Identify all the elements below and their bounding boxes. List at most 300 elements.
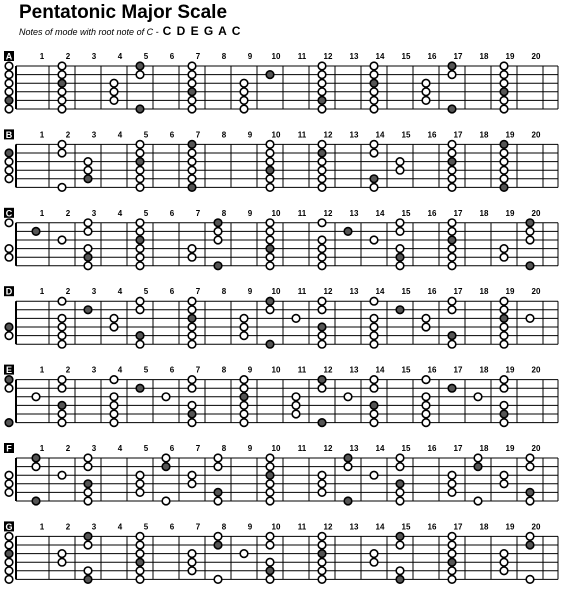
fret-number: 13 [349,130,359,140]
scale-note-dot [500,384,508,392]
fret-number: 5 [143,52,149,61]
scale-note-dot [5,480,13,488]
scale-note-dot [5,489,13,497]
scale-note-dot [136,550,144,558]
fretboard-a [4,51,558,113]
scale-note-dot [84,166,92,174]
scale-note-dot [58,419,66,427]
fret-number: 7 [195,287,201,297]
fret-number: 5 [143,365,149,375]
root-note-dot [370,402,378,410]
scale-note-dot [188,149,196,157]
root-note-dot [136,332,144,340]
scale-note-dot [500,558,508,566]
root-note-dot [188,184,196,192]
scale-note-dot [370,141,378,149]
scale-note-dot [136,141,144,149]
scale-note-dot [110,88,118,96]
scale-note-dot [526,463,534,471]
root-note-dot [5,97,13,105]
root-note-dot [500,315,508,323]
scale-note-dot [448,340,456,348]
scale-note-dot [266,262,274,270]
scale-note-dot [500,471,508,479]
root-note-dot [448,62,456,70]
scale-note-dot [188,340,196,348]
scale-note-dot [344,393,352,401]
scale-note-dot [266,489,274,497]
fret-number: 20 [531,287,541,297]
scale-note-dot [448,228,456,236]
scale-note-dot [318,480,326,488]
fret-number: 6 [169,130,175,140]
root-note-dot [448,158,456,166]
scale-note-dot [292,410,300,418]
scale-note-dot [370,340,378,348]
scale-note-dot [110,410,118,418]
fret-number: 11 [297,52,307,61]
scale-note-dot [136,340,144,348]
shape-label: F [6,443,12,454]
scale-note-dot [5,558,13,566]
scale-note-dot [5,79,13,87]
scale-note-dot [188,402,196,410]
scale-note-dot [500,166,508,174]
scale-note-dot [370,149,378,157]
scale-note-dot [448,71,456,79]
scale-note-dot [110,419,118,427]
fret-number: 10 [271,208,281,218]
scale-note-dot [58,384,66,392]
fret-number: 9 [247,365,253,375]
scale-note-dot [214,533,222,541]
fret-number: 11 [297,287,307,297]
scale-note-dot [318,332,326,340]
scale-note-dot [370,105,378,113]
scale-note-dot [266,175,274,183]
scale-note-dot [188,480,196,488]
scale-note-dot [318,88,326,96]
root-note-dot [526,489,534,497]
fret-number: 15 [401,365,411,375]
scale-note-dot [318,236,326,244]
fret-number: 3 [91,444,97,453]
root-note-dot [396,533,404,541]
scale-note-dot [318,71,326,79]
scale-note-dot [136,533,144,541]
root-note-dot [318,376,326,384]
root-note-dot [5,550,13,558]
scale-note-dot [110,315,118,323]
fret-number: 11 [297,365,307,375]
fret-number: 16 [427,208,437,218]
root-note-dot [58,79,66,87]
root-note-dot [84,175,92,183]
fret-number: 7 [195,522,201,532]
scale-note-dot [214,463,222,471]
scale-note-dot [396,567,404,575]
scale-note-dot [526,228,534,236]
scale-note-dot [448,576,456,584]
fret-number: 20 [531,130,541,140]
scale-note-dot [136,219,144,227]
scale-note-dot [370,315,378,323]
fret-number: 12 [323,522,333,532]
root-note-dot [5,376,13,384]
fret-number: 8 [221,444,227,453]
scale-note-dot [370,62,378,70]
scale-note-dot [58,323,66,331]
scale-note-dot [136,471,144,479]
fret-number: 7 [195,208,201,218]
scale-note-dot [188,79,196,87]
scale-note-dot [136,262,144,270]
subtitle-text: Notes of mode with root note of C - [19,27,159,37]
shape-label: E [5,365,13,376]
root-note-dot [5,419,13,427]
fret-number: 19 [505,208,515,218]
scale-note-dot [448,480,456,488]
scale-note-dot [84,158,92,166]
root-note-dot [344,454,352,462]
scale-note-dot [396,454,404,462]
fret-number: 7 [195,52,201,61]
scale-note-dot [136,175,144,183]
scale-note-dot [266,541,274,549]
scale-note-dot [240,88,248,96]
scale-note-dot [318,166,326,174]
fret-number: 19 [505,444,515,453]
scale-note-dot [448,219,456,227]
scale-note-dot [474,454,482,462]
root-note-dot [474,463,482,471]
fret-number: 12 [323,365,333,375]
fret-number: 1 [39,365,45,375]
scale-note-dot [188,62,196,70]
root-note-dot [136,158,144,166]
scale-note-dot [266,158,274,166]
scale-note-dot [188,567,196,575]
fret-number: 3 [91,208,97,218]
scale-note-dot [422,79,430,87]
scale-note-dot [136,71,144,79]
scale-note-dot [5,158,13,166]
scale-note-dot [318,262,326,270]
scale-note-dot [370,88,378,96]
scale-note-dot [422,88,430,96]
root-note-dot [266,340,274,348]
fret-number: 6 [169,287,175,297]
scale-note-dot [500,402,508,410]
root-note-dot [370,79,378,87]
scale-note-dot [370,97,378,105]
root-note-dot [318,323,326,331]
scale-note-dot [5,576,13,584]
scale-note-dot [58,149,66,157]
scale-note-dot [58,97,66,105]
fret-number: 10 [271,287,281,297]
fret-number: 1 [39,130,45,140]
fret-number: 5 [143,522,149,532]
scale-note-dot [500,105,508,113]
shape-label: G [5,521,13,532]
fret-number: 8 [221,365,227,375]
fret-number: 1 [39,287,45,297]
root-note-dot [162,463,170,471]
scale-note-dot [318,245,326,253]
scale-note-dot [318,297,326,305]
root-note-dot [396,253,404,261]
scale-note-dot [136,184,144,192]
fret-number: 20 [531,208,541,218]
scale-note-dot [110,79,118,87]
fret-number: 12 [323,287,333,297]
fret-number: 15 [401,444,411,453]
scale-note-dot [32,393,40,401]
scale-note-dot [5,253,13,261]
fret-number: 14 [375,365,385,375]
fret-number: 3 [91,522,97,532]
fret-number: 3 [91,130,97,140]
root-note-dot [266,471,274,479]
scale-note-dot [266,253,274,261]
scale-note-dot [188,306,196,314]
scale-note-dot [136,480,144,488]
scale-note-dot [5,175,13,183]
scale-note-dot [110,402,118,410]
scale-note-dot [422,419,430,427]
scale-note-dot [396,463,404,471]
scale-note-dot [110,376,118,384]
scale-note-dot [188,550,196,558]
root-note-dot [266,71,274,79]
root-note-dot [188,88,196,96]
scale-note-dot [292,393,300,401]
root-note-dot [266,567,274,575]
scale-note-dot [318,541,326,549]
scale-note-dot [240,97,248,105]
scale-note-dot [188,158,196,166]
scale-note-dot [448,253,456,261]
scale-note-dot [500,376,508,384]
scale-note-dot [370,410,378,418]
scale-note-dot [396,541,404,549]
scale-note-dot [396,497,404,505]
scale-note-dot [292,315,300,323]
scale-note-dot [5,567,13,575]
fret-number: 4 [117,522,123,532]
fret-number: 20 [531,365,541,375]
root-note-dot [526,262,534,270]
scale-note-dot [422,323,430,331]
fret-number: 7 [195,365,201,375]
fret-number: 13 [349,52,359,61]
scale-note-dot [500,158,508,166]
fret-number: 18 [479,287,489,297]
scale-note-dot [110,97,118,105]
fret-number: 19 [505,287,515,297]
root-note-dot [448,105,456,113]
scale-note-dot [422,410,430,418]
scale-note-dot [500,550,508,558]
fret-number: 18 [479,52,489,61]
scale-note-dot [370,471,378,479]
scale-note-dot [58,550,66,558]
scale-note-dot [214,454,222,462]
fret-number: 10 [271,130,281,140]
root-note-dot [240,393,248,401]
fret-number: 19 [505,365,515,375]
scale-note-dot [84,245,92,253]
fret-number: 2 [65,130,71,140]
fret-number: 12 [323,208,333,218]
fret-number: 13 [349,444,359,453]
scale-note-dot [396,166,404,174]
fret-number: 12 [323,444,333,453]
fret-number: 5 [143,444,149,453]
scale-note-dot [370,184,378,192]
root-note-dot [188,315,196,323]
scale-note-dot [526,533,534,541]
fret-number: 2 [65,52,71,61]
scale-note-dot [188,105,196,113]
fret-number: 3 [91,52,97,61]
fret-number: 17 [453,365,463,375]
scale-note-dot [500,419,508,427]
scale-note-dot [344,463,352,471]
root-note-dot [32,228,40,236]
fret-number: 11 [297,522,307,532]
scale-note-dot [318,219,326,227]
root-note-dot [266,245,274,253]
fret-number: 15 [401,208,411,218]
fret-number: 6 [169,522,175,532]
shape-label: C [5,208,13,219]
root-note-dot [32,497,40,505]
fret-number: 8 [221,522,227,532]
scale-note-dot [266,558,274,566]
scale-note-dot [84,489,92,497]
fret-number: 14 [375,522,385,532]
scale-note-dot [58,184,66,192]
scale-note-dot [266,228,274,236]
scale-note-dot [5,88,13,96]
root-note-dot [136,236,144,244]
fret-number: 14 [375,52,385,61]
fret-number: 5 [143,130,149,140]
fret-number: 15 [401,52,411,61]
scale-note-dot [5,471,13,479]
fret-number: 16 [427,365,437,375]
scale-note-dot [84,228,92,236]
scale-note-dot [214,497,222,505]
scale-note-dot [448,550,456,558]
scale-note-dot [136,576,144,584]
root-note-dot [526,219,534,227]
scale-note-dot [370,376,378,384]
fret-number: 2 [65,365,71,375]
scale-note-dot [240,332,248,340]
root-note-dot [500,141,508,149]
root-note-dot [84,306,92,314]
root-note-dot [214,541,222,549]
scale-note-dot [370,558,378,566]
scale-note-dot [526,454,534,462]
scale-note-dot [448,175,456,183]
fret-number: 17 [453,444,463,453]
scale-note-dot [318,471,326,479]
shape-label: B [5,129,13,140]
scale-note-dot [396,489,404,497]
fret-number: 1 [39,208,45,218]
root-note-dot [266,297,274,305]
scale-note-dot [318,141,326,149]
scale-note-dot [5,105,13,113]
scale-note-dot [84,463,92,471]
scale-note-dot [318,533,326,541]
scale-note-dot [474,393,482,401]
scale-note-dot [32,463,40,471]
scale-note-dot [448,533,456,541]
scale-note-dot [526,497,534,505]
fret-number: 6 [169,365,175,375]
scale-note-dot [396,262,404,270]
scale-notes: C D E G A C [162,24,242,38]
scale-note-dot [240,105,248,113]
scale-note-dot [136,149,144,157]
scale-note-dot [318,489,326,497]
fretboard-d [4,286,558,348]
scale-note-dot [58,236,66,244]
root-note-dot [84,576,92,584]
scale-note-dot [266,184,274,192]
scale-note-dot [500,253,508,261]
scale-note-dot [474,497,482,505]
fret-number: 6 [169,208,175,218]
root-note-dot [136,384,144,392]
scale-note-dot [136,228,144,236]
scale-note-dot [84,262,92,270]
scale-note-dot [500,306,508,314]
scale-note-dot [84,454,92,462]
scale-note-dot [318,576,326,584]
scale-note-dot [240,419,248,427]
scale-note-dot [292,402,300,410]
scale-note-dot [110,323,118,331]
fret-number: 14 [375,444,385,453]
scale-note-dot [5,541,13,549]
scale-note-dot [422,402,430,410]
fret-number: 16 [427,287,437,297]
scale-note-dot [370,71,378,79]
fret-number: 9 [247,522,253,532]
scale-note-dot [188,471,196,479]
root-note-dot [136,62,144,70]
scale-note-dot [58,71,66,79]
fret-number: 18 [479,522,489,532]
scale-note-dot [500,323,508,331]
scale-note-dot [5,384,13,392]
fret-number: 6 [169,52,175,61]
scale-note-dot [266,497,274,505]
scale-note-dot [500,97,508,105]
root-note-dot [318,97,326,105]
scale-note-dot [500,175,508,183]
scale-note-dot [396,228,404,236]
scale-note-dot [5,166,13,174]
scale-note-dot [500,340,508,348]
fret-number: 4 [117,52,123,61]
